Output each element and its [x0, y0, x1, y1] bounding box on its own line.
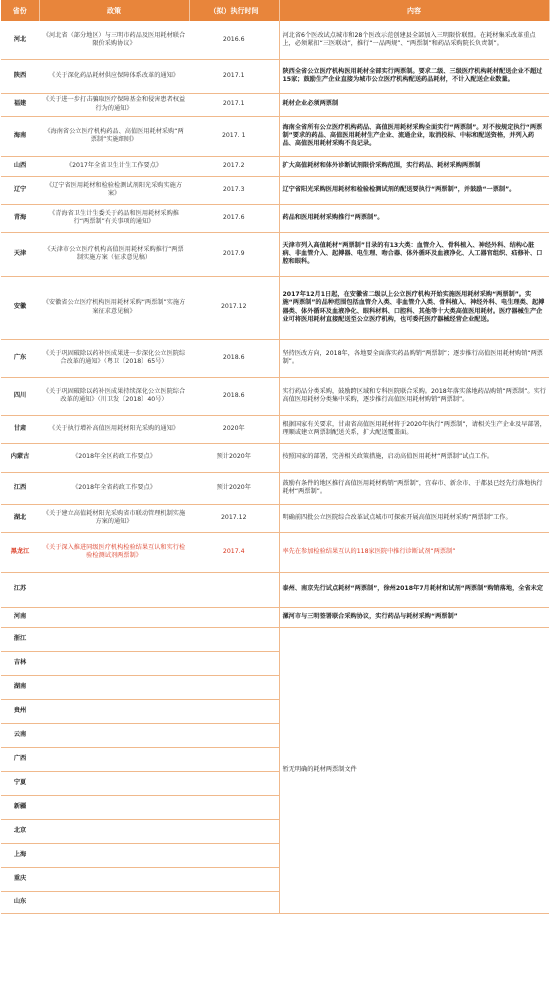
cell-date: [189, 607, 279, 627]
table-row: [1, 377, 549, 415]
cell-date: [189, 771, 279, 795]
table-row: [1, 116, 549, 156]
cell-content: 率先在参加检验结果互认的118家医院中推行诊断试剂“两票制”: [279, 532, 549, 572]
cell-province: 广东: [1, 339, 39, 377]
cell-province: 重庆: [1, 867, 39, 891]
header-policy: 政策: [39, 0, 189, 21]
table-row: [1, 532, 549, 572]
cell-date: 预计2020年: [189, 472, 279, 504]
cell-content: 河北省6个医改试点城市和28个医改示范创建县全部加入三明限价联盟。在耗材集采改革重点上，必须紧扣“三医联动”，推行“一品两规”、“两票制”和药品采购院长负责制”。: [279, 21, 549, 59]
cell-province: 内蒙古: [1, 443, 39, 472]
cell-content: 鼓励有条件的地区推行高值医用耗材购销“两票制”，宜春市、新余市、于都县已经先行落地执行耗材“两票制”。: [279, 472, 549, 504]
cell-province: 广西: [1, 747, 39, 771]
cell-province: 青海: [1, 204, 39, 232]
table-row: [1, 443, 549, 472]
cell-policy: 《关于深入推进同级医疗机构检验结果互认和实行检验检测试剂两票制》: [39, 532, 189, 572]
cell-province: 黑龙江: [1, 532, 39, 572]
cell-policy: 《海南省公立医疗机构药品、高值医用耗材采购“两票制”实施细则》: [39, 116, 189, 156]
cell-content: 天津市列入高值耗材“两票制”目录的有13大类：血管介入、骨科植入、神经外科、结构心脏病、非血管介入、起搏器、电生理、吻合器、体外循环及血液净化、人工器官组织、疝修补、口腔和眼科。: [279, 232, 549, 276]
cell-province: 贵州: [1, 699, 39, 723]
cell-province: 吉林: [1, 651, 39, 675]
cell-policy: 《天津市公立医疗机构高值医用耗材采购推行“两票制实施方案（征求意见稿）: [39, 232, 189, 276]
cell-policy: 《2018年全区药政工作要点》: [39, 443, 189, 472]
cell-content-merged-note: 暂无明确的耗材两票制文件: [279, 627, 549, 913]
table-row: [1, 339, 549, 377]
cell-date: 2018.6: [189, 339, 279, 377]
cell-province: 北京: [1, 819, 39, 843]
cell-province: 湖南: [1, 675, 39, 699]
cell-province: 山西: [1, 156, 39, 176]
cell-date: [189, 627, 279, 651]
cell-policy: 《2018年全省药政工作要点》: [39, 472, 189, 504]
cell-date: [189, 747, 279, 771]
cell-date: 2017.1: [189, 59, 279, 93]
cell-province: 陕西: [1, 59, 39, 93]
cell-content: 漯河市与三明签署联合采购协议，实行药品与耗材采购“两票制”: [279, 607, 549, 627]
cell-policy: 《关于建立高值耗材阳光采购省市联动管理机制实施方案的通知》: [39, 504, 189, 532]
table-row: [1, 59, 549, 93]
cell-province: 云南: [1, 723, 39, 747]
cell-policy: [39, 699, 189, 723]
cell-province: 四川: [1, 377, 39, 415]
cell-date: 2017.3: [189, 176, 279, 204]
cell-date: [189, 675, 279, 699]
cell-policy: 《关于执行增补高值医用耗材阳光采购的通知》: [39, 415, 189, 443]
header-province: 省份: [1, 0, 39, 21]
cell-date: 2018.6: [189, 377, 279, 415]
cell-content: 陕西全省公立医疗机构医用耗材全部实行两票制。要求二级、三级医疗机构耗材配送企业不超过15家；鼓励生产企业直接为城市公立医疗机构配送药品耗材，不计入配送企业数量。: [279, 59, 549, 93]
cell-policy: [39, 843, 189, 867]
cell-content: 实行药品分类采购，鼓励跨区域和专科医院联合采购。2018年落实落地药品购销“两票制”。实行高值医用耗材分类集中采购，逐步推行高值医用耗材购销“两票制”。: [279, 377, 549, 415]
cell-policy: [39, 867, 189, 891]
cell-province: 天津: [1, 232, 39, 276]
cell-content: 耗材企业必须两票制: [279, 93, 549, 116]
cell-province: 甘肃: [1, 415, 39, 443]
cell-date: [189, 843, 279, 867]
cell-date: [189, 651, 279, 675]
cell-date: [189, 723, 279, 747]
table-row: [1, 93, 549, 116]
cell-policy: [39, 607, 189, 627]
table-row: [1, 232, 549, 276]
cell-province: 安徽: [1, 276, 39, 339]
cell-province: 江西: [1, 472, 39, 504]
cell-date: [189, 572, 279, 607]
cell-content: 按照国家的部署，完善相关政策措施，启动高值医用耗材“两票制”试点工作。: [279, 443, 549, 472]
table-row: [1, 156, 549, 176]
cell-province: 河南: [1, 607, 39, 627]
cell-date: [189, 891, 279, 913]
cell-province: 宁夏: [1, 771, 39, 795]
cell-province: 海南: [1, 116, 39, 156]
cell-date: 2017.9: [189, 232, 279, 276]
cell-date: [189, 867, 279, 891]
cell-content: 药品和医用耗材采购推行“两票制”。: [279, 204, 549, 232]
table-row: [1, 572, 549, 607]
cell-date: 2017.2: [189, 156, 279, 176]
cell-date: 2017.4: [189, 532, 279, 572]
cell-policy: 《辽宁省医用耗材和检验检测试剂阳光采购实施方案》: [39, 176, 189, 204]
cell-date: 2017.1: [189, 93, 279, 116]
cell-content: 扩大高值耗材和体外诊断试剂限价采购范围，实行药品、耗材采购两票制: [279, 156, 549, 176]
cell-policy: [39, 771, 189, 795]
cell-province: 辽宁: [1, 176, 39, 204]
cell-content: 泰州、南京先行试点耗材“两票制”，徐州2018年7月耗材和试剂“两票制”购销落地，全省未定: [279, 572, 549, 607]
table-row: [1, 176, 549, 204]
cell-content: 根据国家有关要求，甘肃省高值医用耗材将于2020年执行“两票制”，请相关生产企业及早部署，理顺或建立两票制配送关系，扩大配送覆盖面。: [279, 415, 549, 443]
header-date: （拟）执行时间: [189, 0, 279, 21]
cell-province: 新疆: [1, 795, 39, 819]
cell-policy: 《关于巩固破除以药补医成果持续深化公立医院综合改革的通知》（川卫发〔2018〕40号）: [39, 377, 189, 415]
cell-content: 坚持医改方向，2018年，各地要全面落实药品购销“两票制”；逐步推行高值医用耗材购销“两票制”。: [279, 339, 549, 377]
cell-date: [189, 699, 279, 723]
table-row: [1, 504, 549, 532]
cell-policy: 《关于进一步打击骗取医疗保障基金和侵害患者权益行为的通知》: [39, 93, 189, 116]
cell-policy: [39, 675, 189, 699]
table-row: [1, 21, 549, 59]
cell-province: 河北: [1, 21, 39, 59]
cell-policy: 《安徽省公立医疗机构医用耗材采购“两票制”实施方案征求意见稿》: [39, 276, 189, 339]
cell-province: 江苏: [1, 572, 39, 607]
cell-date: 2017.12: [189, 504, 279, 532]
cell-date: [189, 795, 279, 819]
header-content: 内容: [279, 0, 549, 21]
cell-date: 2017.6: [189, 204, 279, 232]
cell-date: 预计2020年: [189, 443, 279, 472]
table-row: [1, 472, 549, 504]
cell-policy: [39, 572, 189, 607]
table-row: [1, 276, 549, 339]
cell-province: 浙江: [1, 627, 39, 651]
cell-policy: [39, 795, 189, 819]
table-row: [1, 415, 549, 443]
cell-policy: 《关于深化药品耗材供应保障体系改革的通知》: [39, 59, 189, 93]
cell-date: 2017.12: [189, 276, 279, 339]
cell-content: 辽宁省阳光采购医用耗材和检验检测试剂的配送要执行“两票制”，并鼓励“一票制”。: [279, 176, 549, 204]
cell-content: 明确前四批公立医院综合改革试点城市可探索开展高值医用耗材采购“两票制”工作。: [279, 504, 549, 532]
table-header-row: [1, 0, 549, 21]
cell-policy: 《关于巩固破除以药补医成果进一步深化公立医院综合改革的通知》（粤卫〔2018〕65号）: [39, 339, 189, 377]
cell-policy: 《2017年全省卫生计生工作要点》: [39, 156, 189, 176]
cell-content: 海南全省所有公立医疗机构药品、高值医用耗材采购全面实行“两票制”。对不按规定执行“两票制”要求的药品、高值医用耗材生产企业、流通企业，取消投标、中标和配送资格，并列入药品、高值医用耗材采购不良记录。: [279, 116, 549, 156]
cell-content: 2017年12月1日起，在安徽省二级以上公立医疗机构开始实施医用耗材采购“两票制”。实施“两票制”的品种范围包括血管介入类、非血管介入类、骨科植入、神经外科、电生理类、起搏器类、体外循环及血液净化、眼科材料、口腔科、其他等十大类高值医用耗材。医疗器械生产企业可将医用耗材直接配送至公立医疗机构，也可委托医疗器械经营企业配送。: [279, 276, 549, 339]
cell-policy: 《河北省（部分地区）与三明市药品及医用耗材联合限价采购协议》: [39, 21, 189, 59]
cell-policy: [39, 819, 189, 843]
table-row: [1, 204, 549, 232]
table-row: [1, 627, 549, 651]
cell-province: 上海: [1, 843, 39, 867]
cell-policy: [39, 747, 189, 771]
cell-date: 2017. 1: [189, 116, 279, 156]
cell-province: 山东: [1, 891, 39, 913]
cell-policy: [39, 891, 189, 913]
policy-table: [1, 0, 550, 914]
cell-policy: [39, 627, 189, 651]
cell-date: 2016.6: [189, 21, 279, 59]
cell-province: 湖北: [1, 504, 39, 532]
cell-province: 福建: [1, 93, 39, 116]
cell-date: 2020年: [189, 415, 279, 443]
table-row: [1, 607, 549, 627]
table-body: [1, 21, 549, 913]
cell-policy: [39, 723, 189, 747]
cell-date: [189, 819, 279, 843]
cell-policy: [39, 651, 189, 675]
cell-policy: 《青海省卫生计生委关于药品和医用耗材采购推行“两票制”有关事项的通知》: [39, 204, 189, 232]
